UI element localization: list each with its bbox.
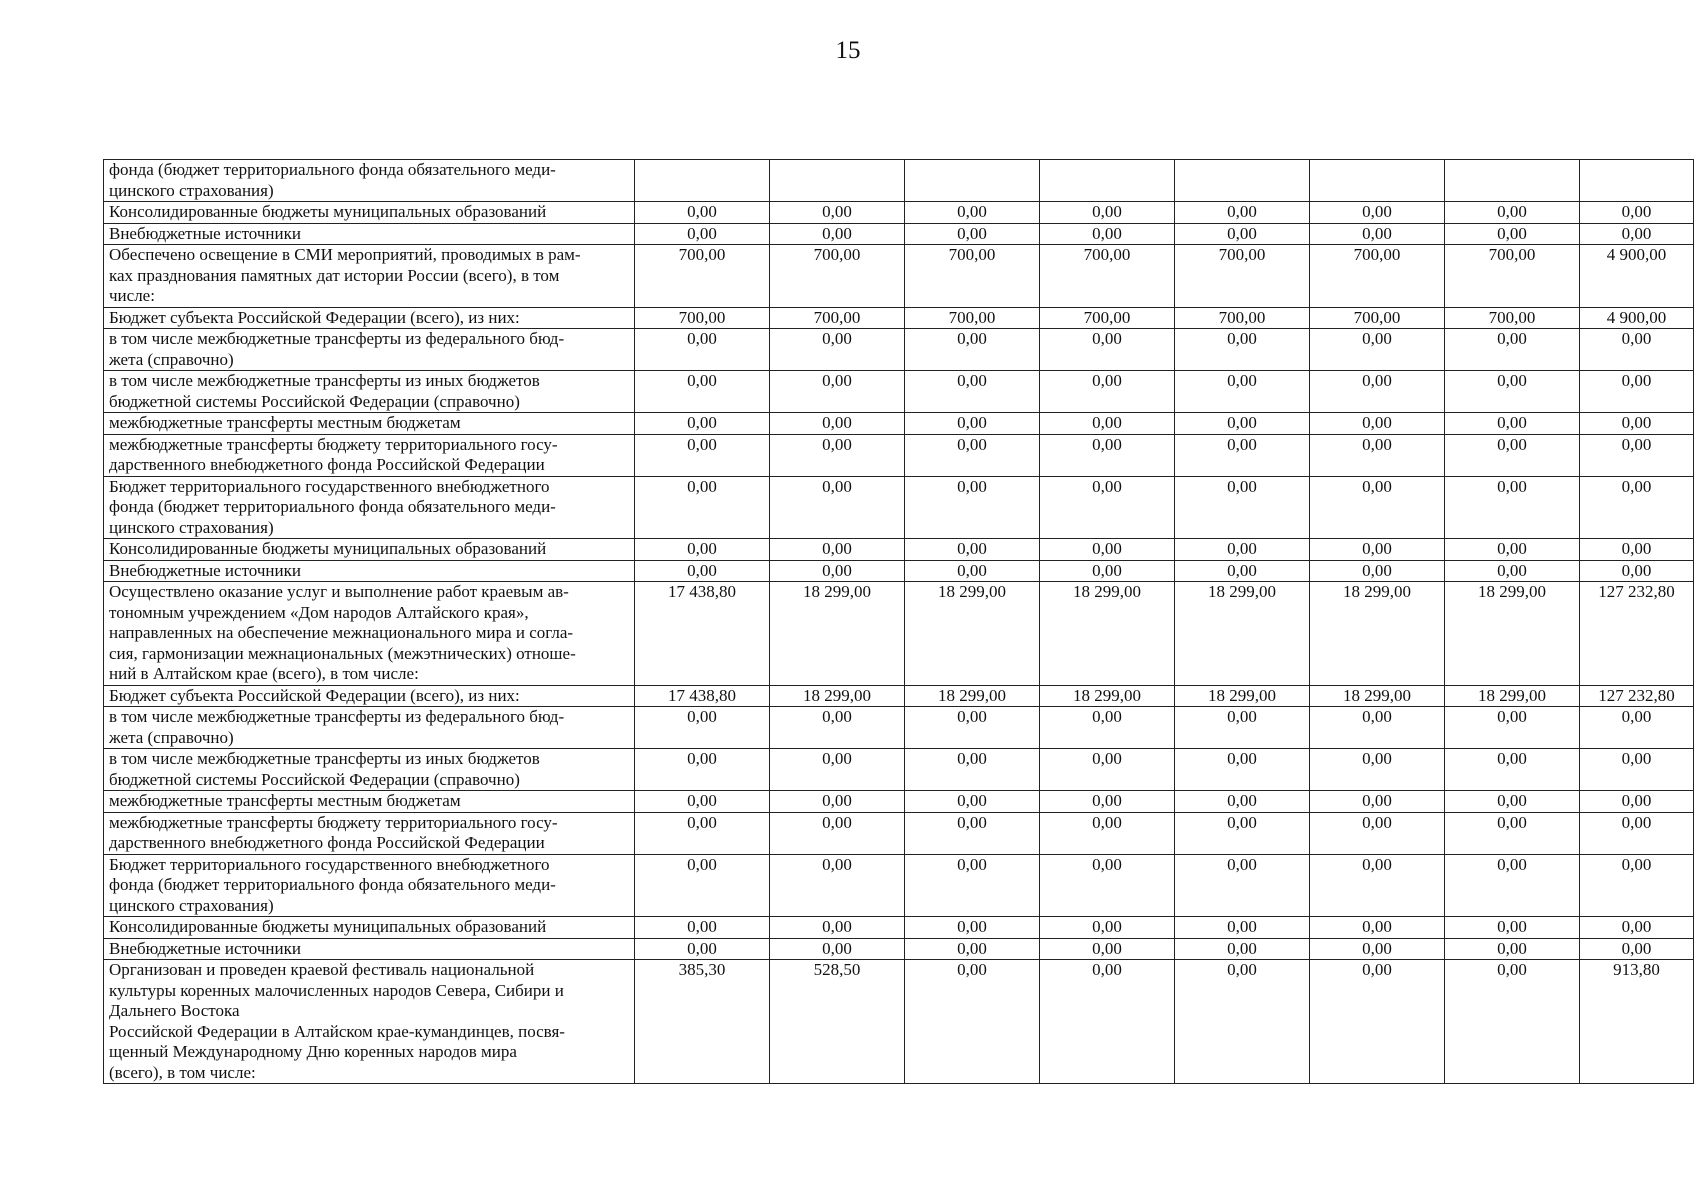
value-cell: 18 299,00	[1310, 582, 1445, 686]
value-cell: 0,00	[905, 854, 1040, 917]
value-cell: 0,00	[1445, 223, 1580, 245]
value-cell: 700,00	[1445, 245, 1580, 308]
table-row	[104, 329, 1694, 371]
value-cell: 0,00	[635, 854, 770, 917]
value-cell: 700,00	[635, 307, 770, 329]
value-cell: 0,00	[1445, 202, 1580, 224]
row-label: Осуществлено оказание услуг и выполнение работ краевым ав- тономным учреждением «Дом народов Алтайского края», направленных на обеспечение межнационального мира и согла- сия, гармонизации межнациональных (межэтнических) отноше- ний в Алтайском крае (всего), в том числе:	[109, 582, 576, 683]
row-label: Консолидированные бюджеты муниципальных образований	[109, 539, 547, 558]
row-label: в том числе межбюджетные трансферты из федерального бюд- жета (справочно)	[109, 329, 565, 369]
row-label-cell	[104, 854, 635, 917]
row-label-cell	[104, 582, 635, 686]
table-row	[104, 960, 1694, 1084]
value-cell	[1580, 160, 1694, 202]
table-row	[104, 245, 1694, 308]
value-cell: 0,00	[1175, 202, 1310, 224]
value-cell: 0,00	[1445, 749, 1580, 791]
table-row	[104, 582, 1694, 686]
value-cell: 0,00	[1040, 938, 1175, 960]
value-cell: 18 299,00	[770, 582, 905, 686]
row-label: фонда (бюджет территориального фонда обязательного меди- цинского страхования)	[109, 160, 556, 200]
value-cell: 0,00	[1175, 960, 1310, 1084]
row-label-cell	[104, 223, 635, 245]
value-cell: 0,00	[905, 938, 1040, 960]
value-cell	[1040, 160, 1175, 202]
value-cell: 0,00	[770, 434, 905, 476]
row-label: Консолидированные бюджеты муниципальных образований	[109, 917, 547, 936]
row-label-cell	[104, 434, 635, 476]
value-cell: 18 299,00	[1040, 582, 1175, 686]
value-cell: 0,00	[635, 812, 770, 854]
value-cell: 0,00	[1040, 812, 1175, 854]
value-cell: 0,00	[1310, 960, 1445, 1084]
value-cell: 0,00	[770, 223, 905, 245]
value-cell: 913,80	[1580, 960, 1694, 1084]
value-cell: 0,00	[905, 749, 1040, 791]
row-label: межбюджетные трансферты местным бюджетам	[109, 791, 461, 810]
value-cell: 0,00	[1040, 223, 1175, 245]
value-cell: 0,00	[635, 560, 770, 582]
value-cell: 700,00	[1310, 245, 1445, 308]
value-cell: 0,00	[1040, 371, 1175, 413]
value-cell: 18 299,00	[1445, 685, 1580, 707]
value-cell: 0,00	[1310, 202, 1445, 224]
row-label-cell	[104, 329, 635, 371]
value-cell: 0,00	[1580, 854, 1694, 917]
value-cell: 385,30	[635, 960, 770, 1084]
value-cell: 0,00	[1445, 917, 1580, 939]
value-cell: 0,00	[1580, 476, 1694, 539]
row-label-cell	[104, 371, 635, 413]
value-cell: 0,00	[1310, 560, 1445, 582]
table-row	[104, 854, 1694, 917]
value-cell: 0,00	[770, 707, 905, 749]
page-number: 15	[835, 37, 861, 64]
row-label: Внебюджетные источники	[109, 560, 301, 580]
value-cell: 0,00	[635, 707, 770, 749]
value-cell: 0,00	[770, 749, 905, 791]
value-cell: 0,00	[905, 707, 1040, 749]
row-label: Организован и проведен краевой фестиваль национальной культуры коренных малочисленных народов Севера, Сибири и Дальнего Востока Российской Федерации в Алтайском крае-кумандинцев, посвя- щенный Международному Дню коренных народов мира (всего), в том числе:	[109, 960, 565, 1082]
row-label-cell	[104, 917, 635, 939]
value-cell: 0,00	[905, 202, 1040, 224]
value-cell: 700,00	[1175, 307, 1310, 329]
value-cell: 0,00	[635, 202, 770, 224]
value-cell: 0,00	[1175, 791, 1310, 813]
value-cell: 18 299,00	[1175, 582, 1310, 686]
row-label-cell	[104, 202, 635, 224]
value-cell: 4 900,00	[1580, 245, 1694, 308]
value-cell: 0,00	[1445, 791, 1580, 813]
value-cell: 0,00	[905, 413, 1040, 435]
value-cell: 0,00	[1580, 539, 1694, 561]
value-cell: 0,00	[635, 476, 770, 539]
value-cell: 0,00	[1310, 812, 1445, 854]
value-cell: 0,00	[905, 434, 1040, 476]
value-cell: 0,00	[1175, 749, 1310, 791]
row-label-cell	[104, 413, 635, 435]
value-cell: 700,00	[1445, 307, 1580, 329]
value-cell: 0,00	[1040, 476, 1175, 539]
value-cell: 0,00	[1040, 960, 1175, 1084]
value-cell: 0,00	[1580, 371, 1694, 413]
table-row	[104, 812, 1694, 854]
value-cell: 17 438,80	[635, 685, 770, 707]
value-cell: 0,00	[1175, 223, 1310, 245]
value-cell: 0,00	[1040, 434, 1175, 476]
row-label: Обеспечено освещение в СМИ мероприятий, проводимых в рам- ках празднования памятных дат истории России (всего), в том числе:	[109, 245, 581, 305]
value-cell: 17 438,80	[635, 582, 770, 686]
value-cell: 0,00	[770, 202, 905, 224]
value-cell: 0,00	[770, 917, 905, 939]
row-label: межбюджетные трансферты бюджету территориального госу- дарственного внебюджетного фонда Российской Федерации	[109, 434, 558, 474]
value-cell: 18 299,00	[1040, 685, 1175, 707]
value-cell: 0,00	[1040, 413, 1175, 435]
value-cell: 0,00	[635, 434, 770, 476]
row-label: Консолидированные бюджеты муниципальных образований	[109, 202, 547, 221]
value-cell: 0,00	[1175, 434, 1310, 476]
value-cell: 0,00	[905, 371, 1040, 413]
row-label-cell	[104, 707, 635, 749]
value-cell: 0,00	[905, 960, 1040, 1084]
row-label: межбюджетные трансферты местным бюджетам	[109, 413, 461, 432]
value-cell: 0,00	[635, 413, 770, 435]
value-cell	[1310, 160, 1445, 202]
value-cell: 0,00	[1580, 202, 1694, 224]
value-cell: 0,00	[1310, 539, 1445, 561]
value-cell: 0,00	[905, 791, 1040, 813]
value-cell: 18 299,00	[1310, 685, 1445, 707]
value-cell: 0,00	[1040, 749, 1175, 791]
value-cell: 700,00	[1175, 245, 1310, 308]
value-cell: 0,00	[1580, 707, 1694, 749]
table-row	[104, 434, 1694, 476]
value-cell: 0,00	[1175, 329, 1310, 371]
row-label: в том числе межбюджетные трансферты из федерального бюд- жета (справочно)	[109, 707, 565, 747]
value-cell: 0,00	[1445, 539, 1580, 561]
value-cell: 18 299,00	[905, 685, 1040, 707]
table-row	[104, 539, 1694, 561]
row-label-cell	[104, 791, 635, 813]
row-label-cell	[104, 245, 635, 308]
value-cell: 0,00	[1445, 329, 1580, 371]
table-row	[104, 707, 1694, 749]
value-cell: 0,00	[1310, 938, 1445, 960]
value-cell: 0,00	[770, 329, 905, 371]
value-cell: 0,00	[1175, 938, 1310, 960]
value-cell: 18 299,00	[905, 582, 1040, 686]
value-cell: 0,00	[905, 560, 1040, 582]
row-label-cell	[104, 685, 635, 707]
value-cell: 0,00	[1445, 434, 1580, 476]
value-cell: 0,00	[905, 329, 1040, 371]
value-cell	[635, 160, 770, 202]
row-label-cell	[104, 539, 635, 561]
row-label: в том числе межбюджетные трансферты из иных бюджетов бюджетной системы Российской Федерации (справочно)	[109, 749, 540, 789]
value-cell: 0,00	[1310, 791, 1445, 813]
value-cell: 0,00	[1580, 560, 1694, 582]
row-label: Бюджет территориального государственного внебюджетного фонда (бюджет территориального фонда обязательного меди- цинского страхования)	[109, 854, 556, 915]
row-label: Внебюджетные источники	[109, 223, 301, 243]
value-cell: 18 299,00	[770, 685, 905, 707]
row-label: межбюджетные трансферты бюджету территориального госу- дарственного внебюджетного фонда Российской Федерации	[109, 812, 558, 852]
row-label-cell	[104, 938, 635, 960]
value-cell: 0,00	[905, 476, 1040, 539]
value-cell: 0,00	[1040, 917, 1175, 939]
value-cell	[770, 160, 905, 202]
value-cell: 0,00	[1310, 434, 1445, 476]
table-row	[104, 476, 1694, 539]
table-row	[104, 202, 1694, 224]
budget-table-body	[104, 160, 1694, 1084]
value-cell: 0,00	[1040, 560, 1175, 582]
value-cell: 0,00	[770, 539, 905, 561]
value-cell: 0,00	[635, 329, 770, 371]
value-cell: 0,00	[770, 854, 905, 917]
value-cell: 700,00	[905, 307, 1040, 329]
value-cell: 700,00	[770, 307, 905, 329]
value-cell: 0,00	[1580, 791, 1694, 813]
value-cell: 0,00	[905, 917, 1040, 939]
value-cell: 0,00	[1175, 707, 1310, 749]
value-cell: 0,00	[635, 371, 770, 413]
value-cell: 0,00	[1445, 938, 1580, 960]
value-cell: 0,00	[1445, 707, 1580, 749]
row-label-cell	[104, 476, 635, 539]
value-cell: 0,00	[770, 413, 905, 435]
row-label-cell	[104, 960, 635, 1084]
value-cell: 0,00	[1175, 371, 1310, 413]
value-cell: 0,00	[1580, 812, 1694, 854]
value-cell: 0,00	[1310, 854, 1445, 917]
value-cell: 0,00	[1175, 560, 1310, 582]
value-cell: 0,00	[1445, 371, 1580, 413]
value-cell: 0,00	[770, 812, 905, 854]
value-cell: 0,00	[770, 476, 905, 539]
value-cell: 0,00	[1310, 329, 1445, 371]
value-cell: 0,00	[1310, 413, 1445, 435]
row-label: Внебюджетные источники	[109, 938, 301, 958]
table-row	[104, 938, 1694, 960]
row-label: Бюджет территориального государственного внебюджетного фонда (бюджет территориального фонда обязательного меди- цинского страхования)	[109, 476, 556, 537]
row-label-cell	[104, 749, 635, 791]
value-cell: 18 299,00	[1445, 582, 1580, 686]
value-cell: 0,00	[1040, 202, 1175, 224]
value-cell: 700,00	[770, 245, 905, 308]
value-cell: 0,00	[1175, 539, 1310, 561]
value-cell: 700,00	[1040, 307, 1175, 329]
value-cell: 0,00	[1175, 812, 1310, 854]
value-cell: 0,00	[635, 749, 770, 791]
table-row	[104, 560, 1694, 582]
value-cell: 528,50	[770, 960, 905, 1084]
row-label-cell	[104, 160, 635, 202]
value-cell: 0,00	[1310, 371, 1445, 413]
value-cell: 0,00	[1445, 413, 1580, 435]
value-cell: 0,00	[770, 938, 905, 960]
value-cell: 0,00	[1310, 223, 1445, 245]
value-cell: 0,00	[1310, 476, 1445, 539]
value-cell: 700,00	[635, 245, 770, 308]
row-label-cell	[104, 812, 635, 854]
row-label-cell	[104, 307, 635, 329]
value-cell: 0,00	[635, 223, 770, 245]
value-cell: 700,00	[905, 245, 1040, 308]
value-cell: 18 299,00	[1175, 685, 1310, 707]
table-row	[104, 791, 1694, 813]
value-cell: 0,00	[770, 791, 905, 813]
value-cell	[1445, 160, 1580, 202]
budget-table	[103, 159, 1694, 1084]
value-cell: 0,00	[1580, 917, 1694, 939]
value-cell: 0,00	[1040, 329, 1175, 371]
table-row	[104, 223, 1694, 245]
value-cell: 0,00	[770, 371, 905, 413]
value-cell: 4 900,00	[1580, 307, 1694, 329]
value-cell: 0,00	[1175, 413, 1310, 435]
value-cell: 0,00	[905, 539, 1040, 561]
value-cell: 0,00	[1580, 434, 1694, 476]
value-cell: 0,00	[770, 560, 905, 582]
table-row	[104, 685, 1694, 707]
value-cell: 127 232,80	[1580, 685, 1694, 707]
value-cell: 0,00	[635, 791, 770, 813]
value-cell: 0,00	[1580, 938, 1694, 960]
value-cell: 700,00	[1040, 245, 1175, 308]
row-label: Бюджет субъекта Российской Федерации (всего), из них:	[109, 307, 520, 327]
value-cell: 0,00	[1175, 917, 1310, 939]
table-row	[104, 160, 1694, 202]
value-cell: 0,00	[1445, 812, 1580, 854]
value-cell: 0,00	[1175, 476, 1310, 539]
value-cell: 0,00	[635, 917, 770, 939]
table-row	[104, 749, 1694, 791]
value-cell: 0,00	[635, 539, 770, 561]
value-cell: 0,00	[1580, 413, 1694, 435]
value-cell: 0,00	[1445, 854, 1580, 917]
value-cell	[905, 160, 1040, 202]
value-cell: 0,00	[1580, 749, 1694, 791]
table-row	[104, 917, 1694, 939]
value-cell: 0,00	[1580, 223, 1694, 245]
row-label-cell	[104, 560, 635, 582]
value-cell: 0,00	[1445, 560, 1580, 582]
value-cell: 0,00	[905, 812, 1040, 854]
table-row	[104, 307, 1694, 329]
value-cell: 0,00	[1040, 707, 1175, 749]
value-cell: 0,00	[905, 223, 1040, 245]
value-cell: 0,00	[1040, 854, 1175, 917]
value-cell: 0,00	[1445, 960, 1580, 1084]
value-cell: 0,00	[1580, 329, 1694, 371]
value-cell: 0,00	[1040, 791, 1175, 813]
value-cell: 127 232,80	[1580, 582, 1694, 686]
row-label: в том числе межбюджетные трансферты из иных бюджетов бюджетной системы Российской Федерации (справочно)	[109, 371, 540, 411]
value-cell	[1175, 160, 1310, 202]
value-cell: 0,00	[1310, 917, 1445, 939]
table-row	[104, 413, 1694, 435]
row-label: Бюджет субъекта Российской Федерации (всего), из них:	[109, 685, 520, 705]
table-row	[104, 371, 1694, 413]
value-cell: 0,00	[635, 938, 770, 960]
value-cell: 0,00	[1310, 749, 1445, 791]
value-cell: 0,00	[1175, 854, 1310, 917]
value-cell: 0,00	[1040, 539, 1175, 561]
value-cell: 700,00	[1310, 307, 1445, 329]
value-cell: 0,00	[1445, 476, 1580, 539]
value-cell: 0,00	[1310, 707, 1445, 749]
